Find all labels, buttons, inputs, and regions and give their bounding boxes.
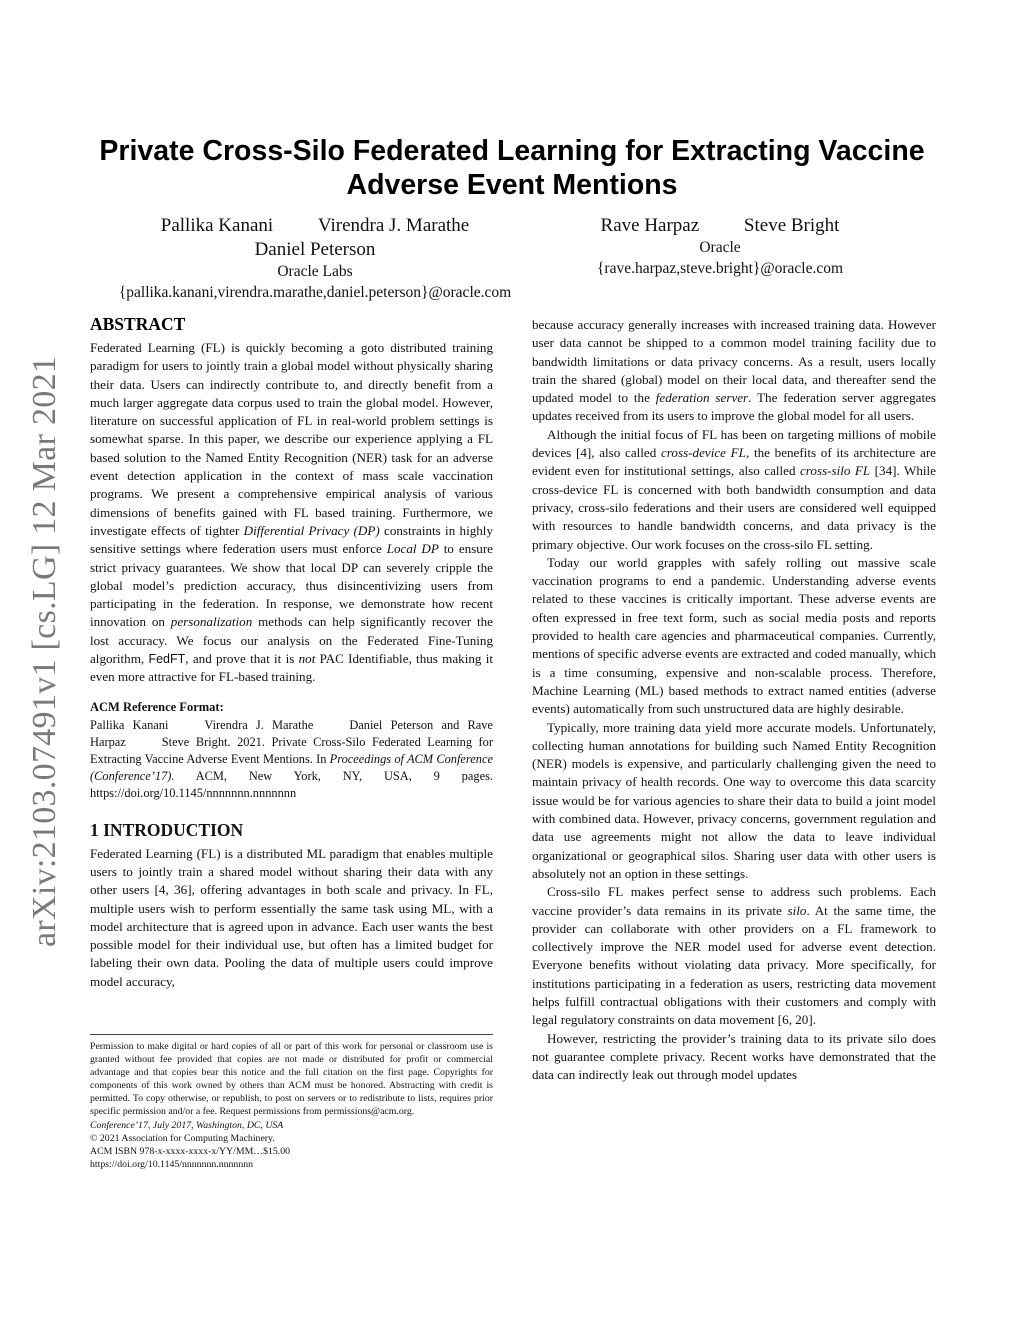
author-name: Pallika Kanani xyxy=(160,215,274,236)
right-column xyxy=(532,316,936,1084)
author-block-right xyxy=(560,214,880,279)
left-column xyxy=(90,313,493,991)
author-name: Rave Harpaz xyxy=(600,215,700,236)
introduction-paragraph: Federated Learning (FL) is a distributed ML paradigm that enables multiple users to jointly train a shared model without sharing their data with any other users [4, 36], offering advantages in both scale and privacy. In FL, multiple users wish to perform essentially the same task using ML, with a model architecture that is agreed upon in advance. Each user wants the best possible model for their individual use, but often has a limited budget for labeling their own data. Pooling the data of multiple users could improve model accuracy, xyxy=(90,845,493,989)
author-name: Daniel Peterson xyxy=(254,239,376,260)
body-paragraph: Although the initial focus of FL has been on targeting millions of mobile devices [4], also called cross-device FL, the benefits of its architecture are evident even for institutional settings, also called cross-silo FL [34]. While cross-device FL is concerned with both bandwidth consumption and data privacy, cross-silo federations and their users are considered well equipped with resources to handle bandwidth concerns, and data privacy is the primary objective. Our work focuses on the cross-silo FL setting. xyxy=(532,426,936,552)
author-name: Virendra J. Marathe xyxy=(317,215,470,236)
author-name: Steve Bright xyxy=(743,215,840,236)
body-paragraph: because accuracy generally increases with increased training data. However user data cannot be shipped to a common model training facility due to bandwidth limitations or data privacy concerns. As a result, users locally train the shared (global) model on their local data, and thereafter send the updated model to the federation server. The federation server aggregates updates received from its users to improve the global model for all users. xyxy=(532,317,937,424)
body-paragraph: However, restricting the provider’s training data to its private silo does not guarantee complete privacy. Recent works have demonstrated that the data can indirectly leak out through model updates xyxy=(532,1030,936,1083)
isbn-line: ACM ISBN 978-x-xxxx-xxxx-x/YY/MM…$15.00 xyxy=(90,1145,291,1157)
author-affiliation: Oracle Labs xyxy=(277,263,353,280)
abstract-text: Federated Learning (FL) is quickly becoming a goto distributed training paradigm for users to jointly train a global model without physically sharing their data. Users can indirectly contribute to, and directly benefit from a much larger aggregate data corpus used to train the global model. However, literature on successful application of FL in real-world problem settings is somewhat sparse. In this paper, we describe our experience applying a FL based solution to the Named Entity Recognition (NER) task for an adverse event detection application in the context of mass scale vaccination programs. We present a comprehensive empirical analysis of various dimensions of benefits gained with FL based training. Furthermore, we investigate effects of tighter Differential Privacy (DP) constraints in highly sensitive settings where federation users must enforce Local DP to ensure strict privacy guarantees. We show that local DP can severely cripple the global model’s prediction accuracy, thus disincentivizing users from participating in the federation. In response, we demonstrate how recent innovation on personalization methods can help significantly recover the lost accuracy. We focus our analysis on the Federated Fine-Tuning algorithm, FedFT, and prove that it is not PAC Identifiable, thus making it even more attractive for FL-based training. xyxy=(90,340,493,685)
body-paragraph: Today our world grapples with safely rolling out massive scale vaccination programs to end a pandemic. Understanding adverse events related to these vaccines is critically important. These adverse events are often expressed in free text form, such as social media posts and reports provided to health care agencies and pharmaceutical companies. Currently, mentions of specific adverse events are extracted and coded manually, which is a time consuming, expensive and non-scalable process. Therefore, Machine Learning (ML) based methods to extract named entities (adverse events) automatically from such unstructured data are highly desirable. xyxy=(532,554,936,717)
author-affiliation: Oracle xyxy=(699,239,741,256)
acm-reference-text: Pallika Kanani Virendra J. Marathe Daniel Peterson and Rave Harpaz Steve Bright. 2021. Private Cross-Silo Federated Learning for Extracting Vaccine Adverse Event Mentions. In Proceedings of ACM Conference (Conference’17). ACM, New York, NY, USA, 9 pages. https://doi.org/10.1145/nnnnnnn.nnnnnnn xyxy=(90,717,494,801)
permission-notice: Permission to make digital or hard copies of all or part of this work for personal or classroom use is granted without fee provided that copies are not made or distributed for profit or commercial advantage and that copies bear this notice and the full citation on the first page. Copyrights for components of this work owned by others than ACM must be honored. Abstracting with credit is permitted. To copy otherwise, or republish, to post on servers or to redistribute to lists, requires prior specific permission and/or a fee. Request permissions from permissions@acm.org. xyxy=(90,1041,493,1118)
copyright-footnote xyxy=(90,1034,493,1171)
conference-info: Conference’17, July 2017, Washington, DC, USA xyxy=(90,1119,284,1131)
arxiv-identifier: arXiv:2103.07491v1 [cs.LG] 12 Mar 2021 xyxy=(26,355,63,947)
doi-line: https://doi.org/10.1145/nnnnnnn.nnnnnnn xyxy=(90,1158,254,1170)
acm-reference-heading: ACM Reference Format: xyxy=(90,699,224,714)
introduction-heading: 1 INTRODUCTION xyxy=(90,819,244,840)
body-paragraph: Typically, more training data yield more accurate models. Unfortunately, collecting human annotations for building such Named Entity Recognition (NER) models is expensive, and particularly challenging given the need to maintain privacy of health records. One way to overcome this data scarcity issue would be for various agencies to share their data to build a joint model with combined data. However, privacy concerns, government regulation and data use agreements might not allow the data to leave individual organizational or geographical silos. Sharing user data with other users is absolutely not an option in these settings. xyxy=(532,719,936,881)
author-block-left xyxy=(95,214,535,303)
author-email: {rave.harpaz,steve.bright}@oracle.com xyxy=(596,260,844,277)
author-email: {pallika.kanani,virendra.marathe,daniel.peterson}@oracle.com xyxy=(118,284,512,301)
body-paragraph: Cross-silo FL makes perfect sense to address such problems. Each vaccine provider’s data remains in its private silo. At the same time, the provider can collaborate with other providers on a FL framework to collectively improve the NER model used for adverse event detection. Everyone benefits without violating data privacy. More specifically, for institutions participating in a federation as users, restricting data movement helps fulfill contractual obligations with their customers and comply with legal regulatory constraints on data movement [6, 20]. xyxy=(532,884,936,1028)
abstract-heading: ABSTRACT xyxy=(90,314,186,334)
paper-title: Private Cross-Silo Federated Learning for Extracting Vaccine Adverse Event Mentions xyxy=(99,135,925,201)
copyright-line: © 2021 Association for Computing Machinery. xyxy=(90,1132,275,1144)
